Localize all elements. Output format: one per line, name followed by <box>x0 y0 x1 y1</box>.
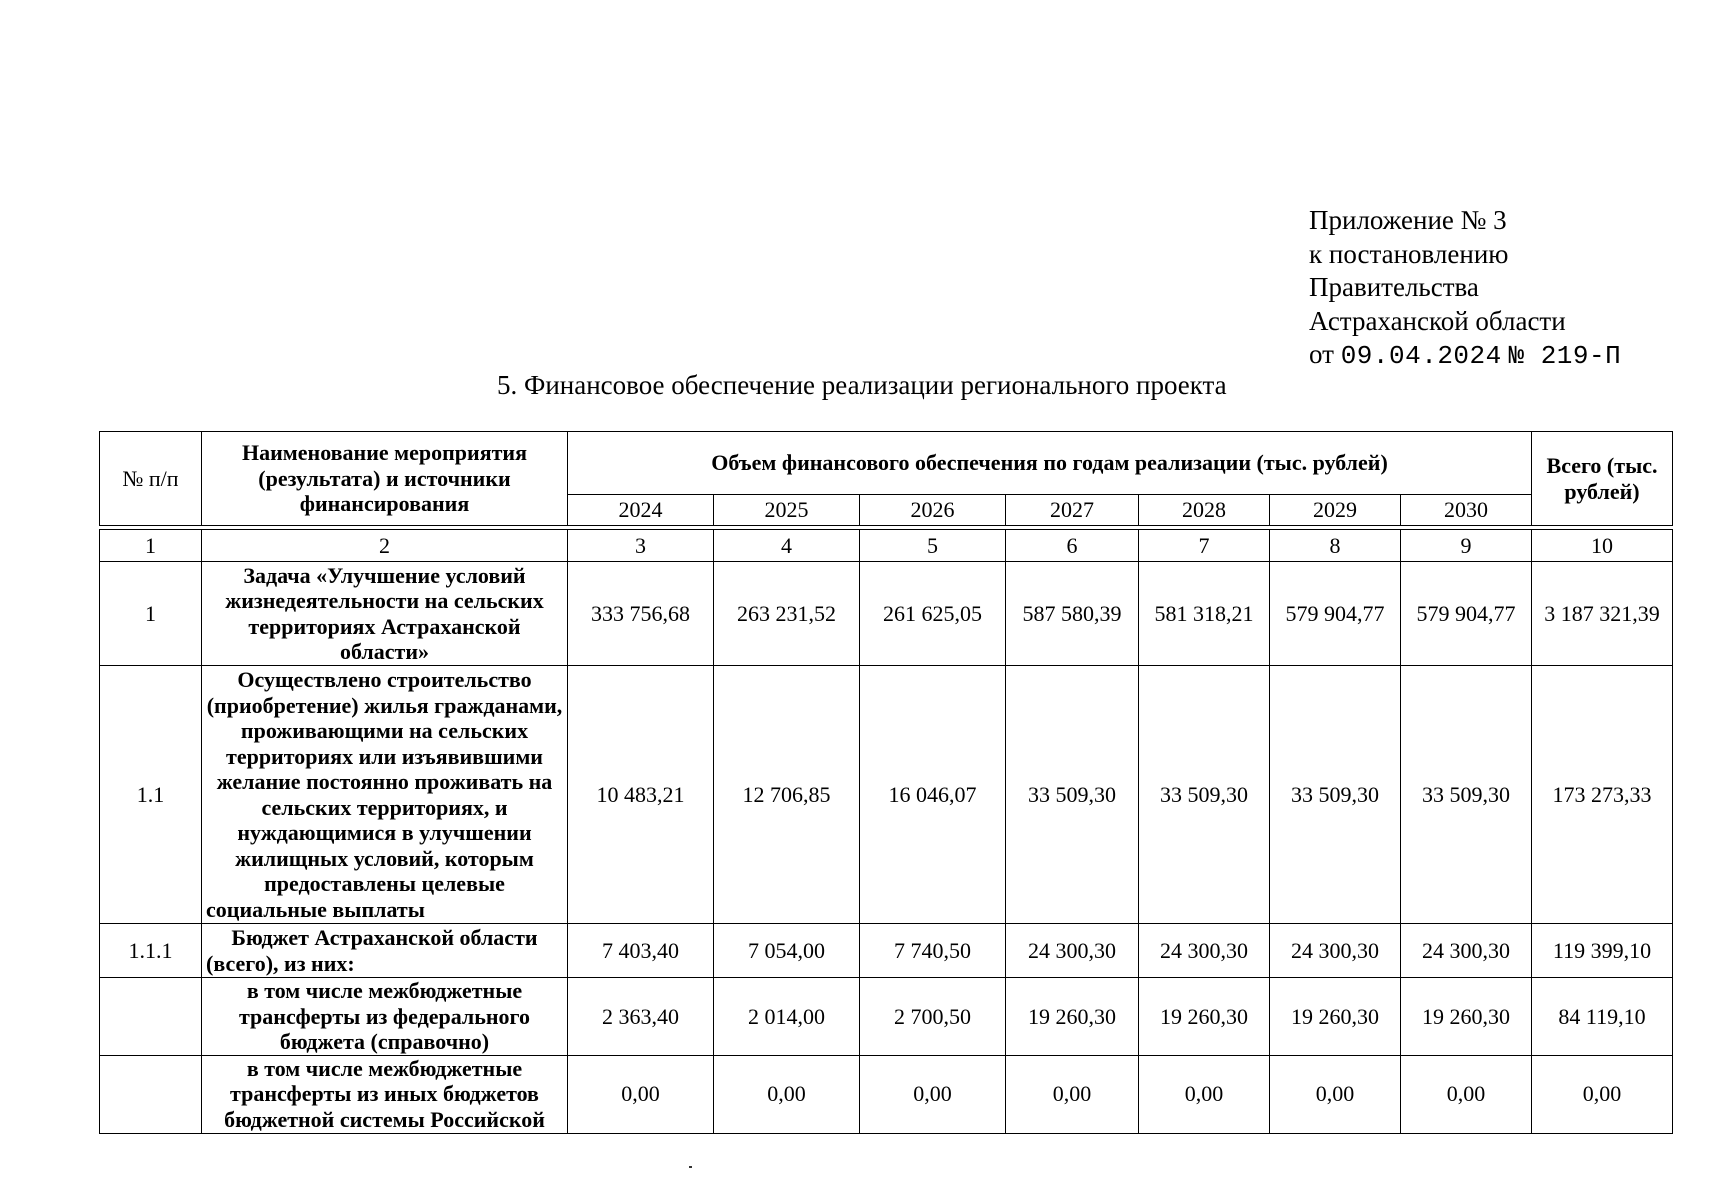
header-year: 2027 <box>1006 495 1139 526</box>
row-name: в том числе межбюджетные трансферты из иных бюджетов бюджетной системы Российской <box>202 1055 568 1133</box>
table-row <box>100 1055 1673 1133</box>
row-value: 0,00 <box>568 1055 714 1133</box>
row-value: 581 318,21 <box>1139 562 1270 666</box>
row-name: в том числе межбюджетные трансферты из федерального бюджета (справочно) <box>202 978 568 1056</box>
annex-line-5 <box>1309 338 1621 374</box>
annex-block <box>1309 204 1621 374</box>
row-value: 2 014,00 <box>714 978 860 1056</box>
row-num: 1.1.1 <box>100 924 202 978</box>
row-value: 0,00 <box>1401 1055 1532 1133</box>
header-year: 2026 <box>860 495 1006 526</box>
header-year: 2028 <box>1139 495 1270 526</box>
table-row <box>100 978 1673 1056</box>
row-value: 7 740,50 <box>860 924 1006 978</box>
row-value: 24 300,30 <box>1270 924 1401 978</box>
header-total: Всего (тыс. рублей) <box>1532 432 1673 526</box>
table-row <box>100 562 1673 666</box>
annex-line-1: Приложение № 3 <box>1309 205 1507 235</box>
scan-speck <box>689 1166 692 1168</box>
col-number: 2 <box>202 530 568 562</box>
row-value: 0,00 <box>860 1055 1006 1133</box>
row-value: 263 231,52 <box>714 562 860 666</box>
row-value: 19 260,30 <box>1270 978 1401 1056</box>
col-number: 9 <box>1401 530 1532 562</box>
row-name: Задача «Улучшение условий жизнедеятельности на сельских территориях Астраханской области» <box>202 562 568 666</box>
row-value: 16 046,07 <box>860 666 1006 924</box>
header-num: № п/п <box>100 432 202 526</box>
col-number: 7 <box>1139 530 1270 562</box>
row-value: 579 904,77 <box>1401 562 1532 666</box>
row-value: 0,00 <box>1139 1055 1270 1133</box>
col-number: 3 <box>568 530 714 562</box>
row-total: 0,00 <box>1532 1055 1673 1133</box>
row-name: Бюджет Астраханской области (всего), из них: <box>202 924 568 978</box>
annex-line-3: Правительства <box>1309 272 1479 302</box>
row-num: 1 <box>100 562 202 666</box>
col-number: 10 <box>1532 530 1673 562</box>
row-value: 0,00 <box>1006 1055 1139 1133</box>
row-value: 33 509,30 <box>1139 666 1270 924</box>
col-number: 1 <box>100 530 202 562</box>
row-total: 173 273,33 <box>1532 666 1673 924</box>
header-year: 2024 <box>568 495 714 526</box>
row-value: 0,00 <box>714 1055 860 1133</box>
row-value: 33 509,30 <box>1006 666 1139 924</box>
row-value: 333 756,68 <box>568 562 714 666</box>
row-value: 24 300,30 <box>1139 924 1270 978</box>
row-value: 2 363,40 <box>568 978 714 1056</box>
annex-line-4: Астраханской области <box>1309 305 1566 336</box>
row-value: 33 509,30 <box>1401 666 1532 924</box>
table-row <box>100 924 1673 978</box>
row-value: 2 700,50 <box>860 978 1006 1056</box>
row-value: 0,00 <box>1270 1055 1401 1133</box>
col-number: 6 <box>1006 530 1139 562</box>
row-value: 10 483,21 <box>568 666 714 924</box>
column-numbers-row <box>100 530 1673 562</box>
header-year: 2025 <box>714 495 860 526</box>
row-value: 261 625,05 <box>860 562 1006 666</box>
header-year: 2030 <box>1401 495 1532 526</box>
row-value: 24 300,30 <box>1006 924 1139 978</box>
row-value: 7 054,00 <box>714 924 860 978</box>
row-total: 119 399,10 <box>1532 924 1673 978</box>
col-number: 4 <box>714 530 860 562</box>
header-volume: Объем финансового обеспечения по годам реализации (тыс. рублей) <box>568 432 1532 495</box>
row-value: 7 403,40 <box>568 924 714 978</box>
row-value: 12 706,85 <box>714 666 860 924</box>
row-total: 84 119,10 <box>1532 978 1673 1056</box>
row-value: 24 300,30 <box>1401 924 1532 978</box>
row-total: 3 187 321,39 <box>1532 562 1673 666</box>
annex-date: 09.04.2024 <box>1340 341 1502 371</box>
table-row <box>100 666 1673 924</box>
row-num: 1.1 <box>100 666 202 924</box>
row-value: 19 260,30 <box>1401 978 1532 1056</box>
row-num <box>100 1055 202 1133</box>
annex-number: № 219-П <box>1508 341 1622 371</box>
row-value: 587 580,39 <box>1006 562 1139 666</box>
col-number: 5 <box>860 530 1006 562</box>
row-value: 19 260,30 <box>1139 978 1270 1056</box>
row-num <box>100 978 202 1056</box>
annex-date-prefix: от <box>1309 339 1334 369</box>
section-title: 5. Финансовое обеспечение реализации регионального проекта <box>497 370 1227 400</box>
finance-table <box>99 431 1673 1134</box>
col-number: 8 <box>1270 530 1401 562</box>
header-name: Наименование мероприятия (результата) и источники финансирования <box>202 432 568 526</box>
row-name: Осуществлено строительство (приобретение) жилья гражданами, проживающими на сельских территориях или изъявившими желание постоянно проживать на сельских территориях, и нуждающимися в улучшении жилищных условий, которым предоставлены целевые социальные выплаты <box>202 666 568 924</box>
row-value: 33 509,30 <box>1270 666 1401 924</box>
annex-line-2: к постановлению <box>1309 238 1509 269</box>
header-year: 2029 <box>1270 495 1401 526</box>
row-value: 579 904,77 <box>1270 562 1401 666</box>
row-value: 19 260,30 <box>1006 978 1139 1056</box>
